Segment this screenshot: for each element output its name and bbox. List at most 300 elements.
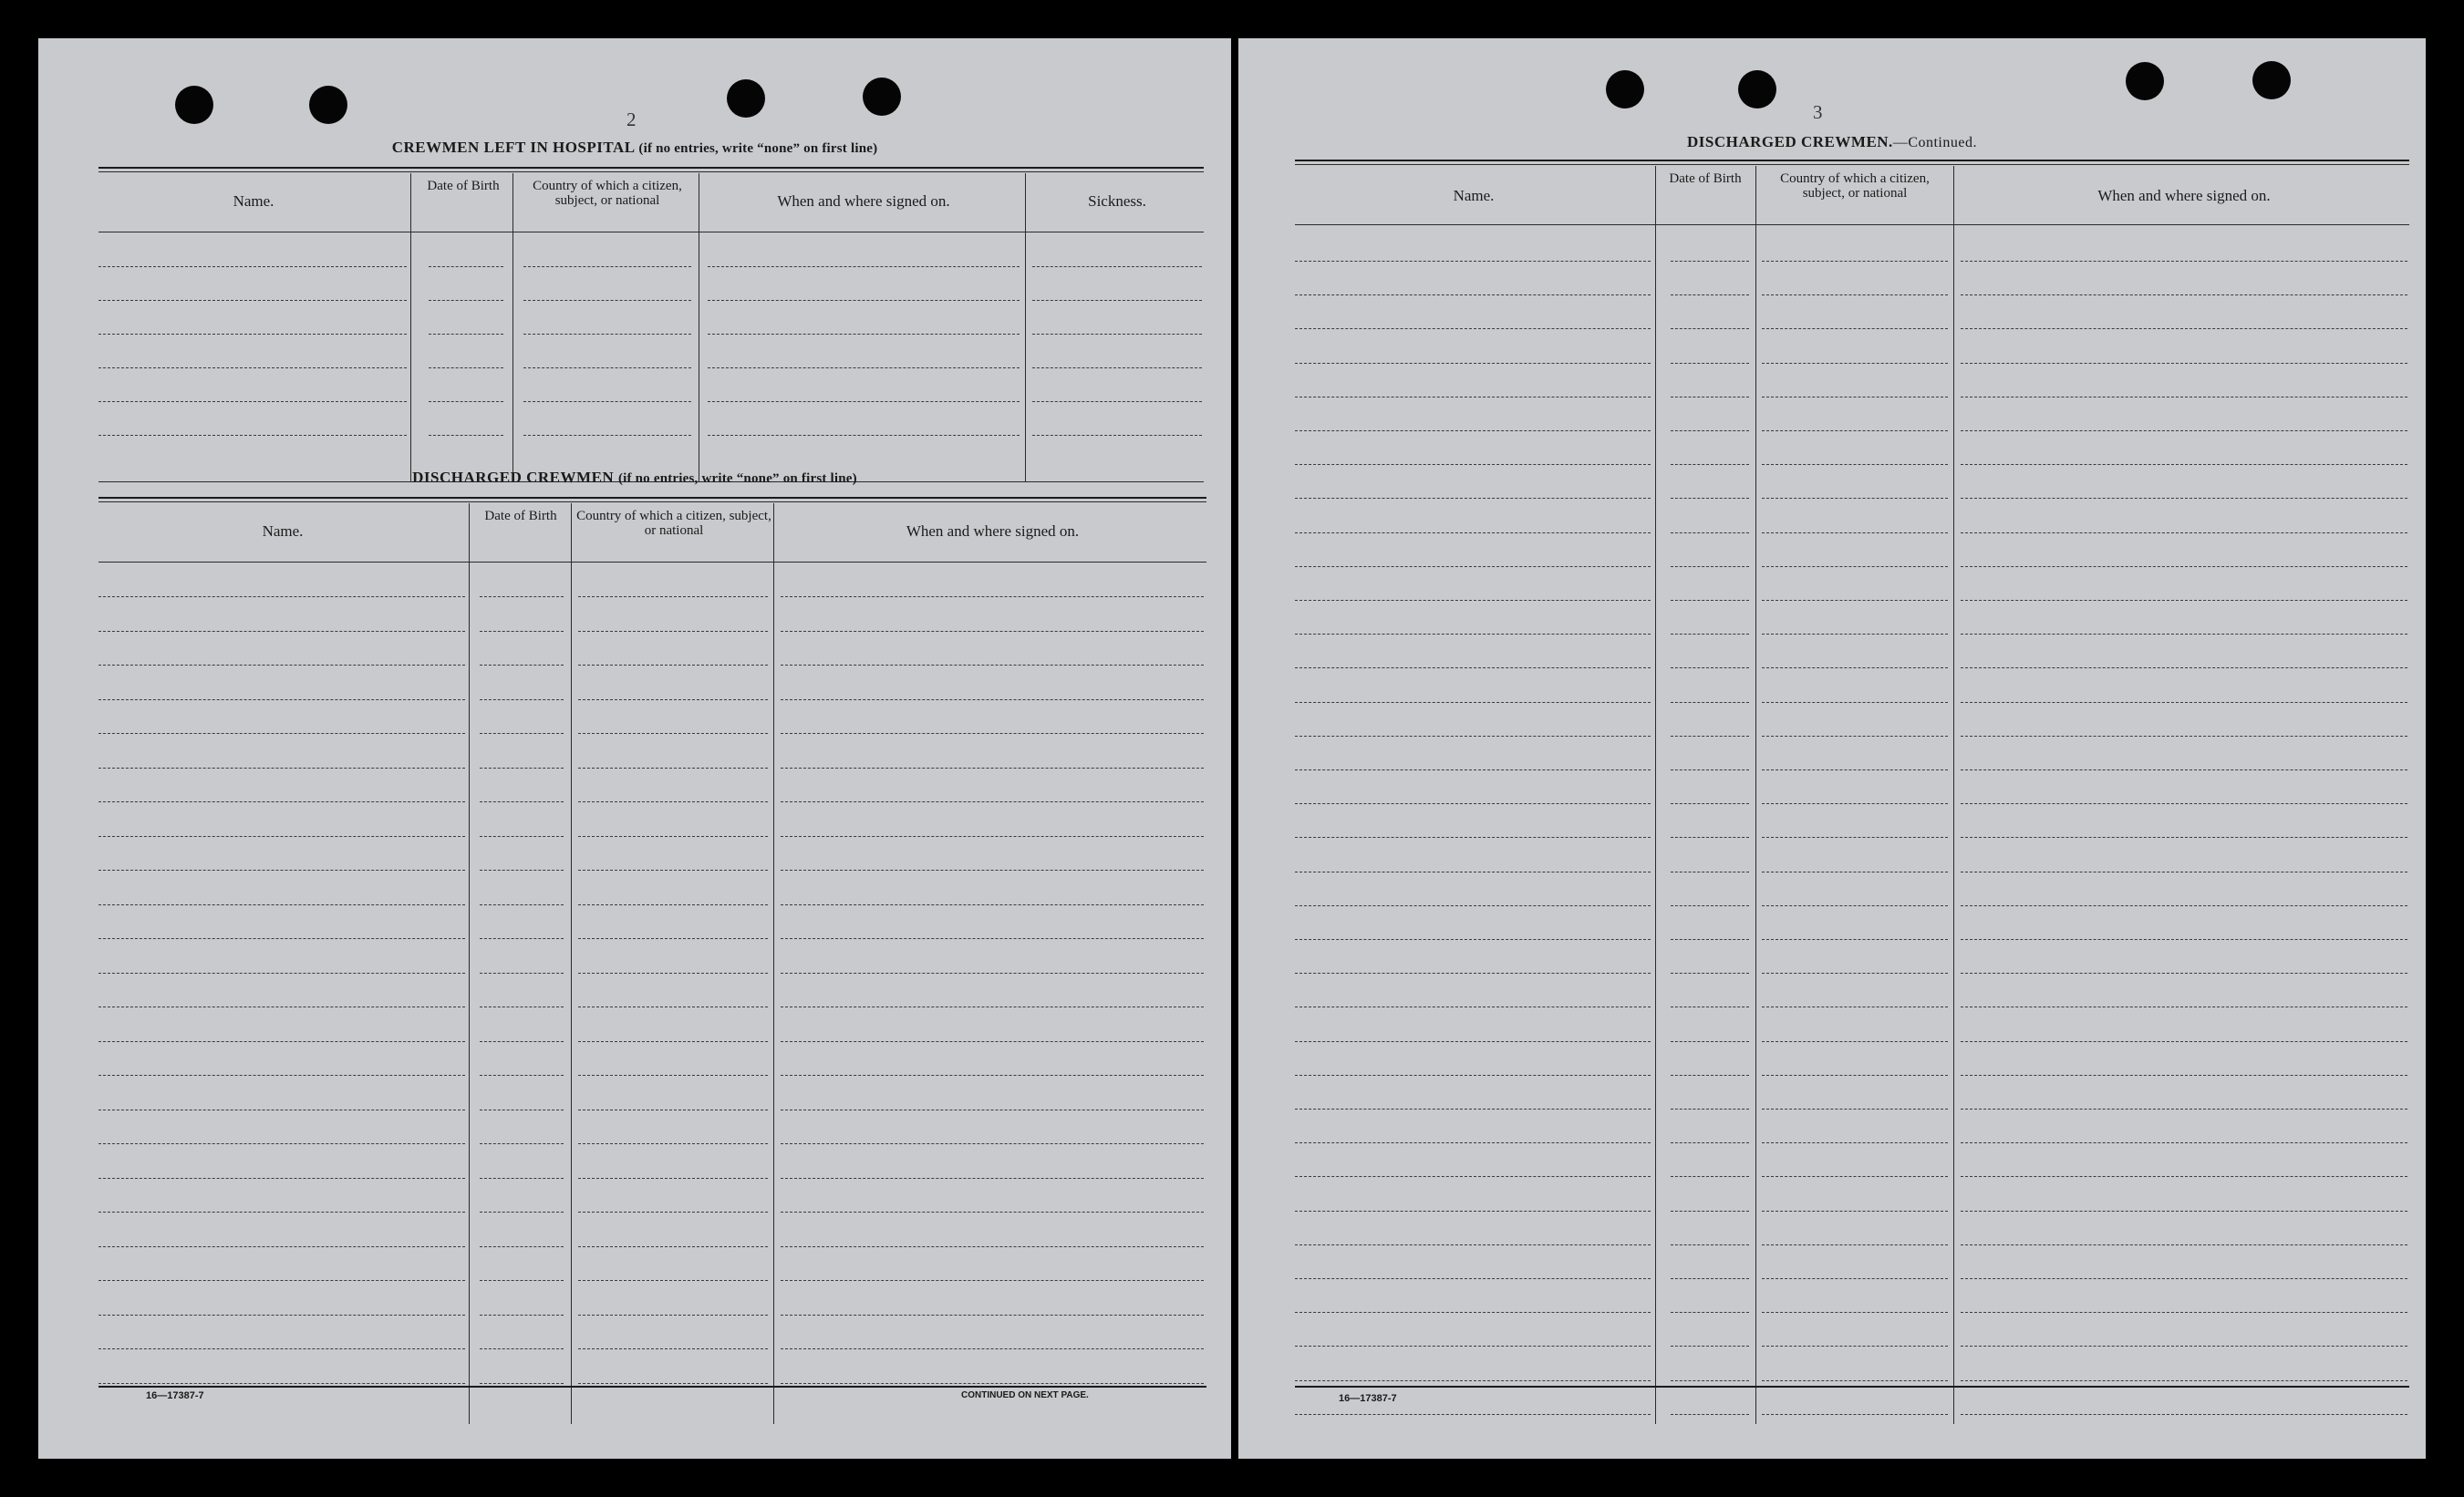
form-row-line [98, 904, 465, 905]
form-row-line [98, 1348, 465, 1349]
form-row-line [1671, 261, 1749, 262]
form-row-line [480, 733, 564, 734]
form-row-line [1295, 532, 1651, 533]
form-row-line [98, 367, 407, 368]
form-row-line [98, 1280, 465, 1281]
form-row-line [1295, 566, 1651, 567]
form-row-line [1961, 328, 2407, 329]
form-row-line [480, 1212, 564, 1213]
form-row-line [98, 938, 465, 939]
form-row-line [98, 1143, 465, 1144]
punch-hole [175, 86, 213, 124]
col-divider [410, 173, 411, 481]
form-row-line [1762, 532, 1948, 533]
form-row-line [1671, 430, 1749, 431]
form-row-line [1961, 1109, 2407, 1110]
form-row-line [429, 334, 503, 335]
form-row-line [781, 768, 1204, 769]
form-row-line [1671, 294, 1749, 295]
form-row-line [1671, 1244, 1749, 1245]
form-row-line [1671, 363, 1749, 364]
form-row-line [781, 1315, 1204, 1316]
form-row-line [1295, 1142, 1651, 1143]
form-row-line [781, 631, 1204, 632]
form-row-line [578, 1178, 768, 1179]
form-row-line [1762, 566, 1948, 567]
form-row-line [578, 1212, 768, 1213]
form-row-line [429, 367, 503, 368]
form-row-line [98, 1041, 465, 1042]
form-row-line [98, 1212, 465, 1213]
form-row-line [1295, 736, 1651, 737]
form-row-line [480, 973, 564, 974]
form-row-line [1762, 1244, 1948, 1245]
table-bottom-rule [98, 1386, 1206, 1388]
form-row-line [1295, 1278, 1651, 1279]
form-row-line [1762, 600, 1948, 601]
form-row-line [429, 300, 503, 301]
col-header-dob: Date of Birth [1669, 171, 1742, 186]
form-row-line [98, 768, 465, 769]
form-row-line [578, 1348, 768, 1349]
form-row-line [1671, 600, 1749, 601]
form-row-line [1032, 435, 1202, 436]
table-rule [98, 171, 1204, 172]
form-row-line [1032, 401, 1202, 402]
hospital-instruction: (if no entries, write “none” on first line) [638, 141, 878, 156]
form-row-line [1762, 736, 1948, 737]
form-row-line [480, 1383, 564, 1384]
form-row-line [1961, 667, 2407, 668]
form-row-line [98, 699, 465, 700]
form-row-line [98, 1383, 465, 1384]
form-row-line [98, 300, 407, 301]
form-row-line [578, 1143, 768, 1144]
form-row-line [1762, 1211, 1948, 1212]
form-row-line [1671, 498, 1749, 499]
form-row-line [578, 836, 768, 837]
footer-form-code: 16—17387-7 [1339, 1393, 1397, 1404]
punch-hole [2126, 62, 2164, 100]
col-divider [469, 503, 470, 1424]
form-row-line [480, 699, 564, 700]
form-row-line [1961, 1176, 2407, 1177]
form-row-line [781, 1348, 1204, 1349]
form-row-line [781, 1246, 1204, 1247]
col-header-name: Name. [1453, 187, 1495, 204]
form-row-line [1671, 1278, 1749, 1279]
form-row-line [480, 938, 564, 939]
form-row-line [578, 631, 768, 632]
form-row-line [1961, 634, 2407, 635]
col-divider [773, 503, 774, 1424]
form-row-line [1961, 532, 2407, 533]
form-row-line [1295, 1041, 1651, 1042]
punch-hole [2252, 61, 2291, 99]
form-row-line [1671, 905, 1749, 906]
form-row-line [1671, 667, 1749, 668]
form-row-line [578, 733, 768, 734]
table-rule [1295, 164, 2409, 165]
form-row-line [1295, 328, 1651, 329]
form-row-line [578, 1315, 768, 1316]
form-row-line [781, 1075, 1204, 1076]
form-row-line [1961, 1041, 2407, 1042]
form-row-line [480, 1075, 564, 1076]
form-row-line [480, 596, 564, 597]
form-row-line [480, 801, 564, 802]
form-row-line [480, 631, 564, 632]
col-divider [1655, 166, 1656, 1424]
punch-hole [309, 86, 347, 124]
col-header-dob: Date of Birth [484, 509, 557, 523]
col-divider [1025, 173, 1026, 481]
form-row-line [1295, 464, 1651, 465]
table-rule [98, 497, 1206, 499]
continued-label: —Continued. [1892, 135, 1977, 150]
form-row-line [1961, 702, 2407, 703]
form-row-line [1671, 1176, 1749, 1177]
form-row-line [1671, 1041, 1749, 1042]
form-row-line [480, 836, 564, 837]
footer-form-code: 16—17387-7 [146, 1390, 204, 1401]
form-row-line [1295, 1346, 1651, 1347]
form-row-line [1762, 363, 1948, 364]
form-row-line [1295, 1380, 1651, 1381]
form-row-line [98, 596, 465, 597]
form-row-line [781, 1280, 1204, 1281]
form-row-line [1961, 1211, 2407, 1212]
form-row-line [480, 1041, 564, 1042]
form-row-line [523, 300, 691, 301]
col-header-country: Country of which a citizen, subject, or national [576, 509, 771, 538]
form-row-line [1295, 498, 1651, 499]
form-row-line [429, 401, 503, 402]
form-row-line [98, 870, 465, 871]
form-row-line [1961, 1346, 2407, 1347]
form-row-line [1961, 1380, 2407, 1381]
form-row-line [1961, 1142, 2407, 1143]
form-row-line [523, 334, 691, 335]
form-row-line [98, 1315, 465, 1316]
form-row-line [1295, 702, 1651, 703]
form-row-line [1961, 498, 2407, 499]
form-row-line [1671, 769, 1749, 770]
form-row-line [1671, 803, 1749, 804]
form-row-line [708, 367, 1020, 368]
form-row-line [1961, 1312, 2407, 1313]
col-header-dob: Date of Birth [427, 179, 500, 193]
form-row-line [1762, 905, 1948, 906]
form-row-line [578, 596, 768, 597]
form-row-line [1961, 769, 2407, 770]
form-row-line [781, 870, 1204, 871]
form-row-line [480, 1246, 564, 1247]
form-row-line [1671, 1346, 1749, 1347]
form-row-line [1762, 1142, 1948, 1143]
form-row-line [1762, 1414, 1948, 1415]
form-row-line [578, 870, 768, 871]
form-row-line [1295, 1211, 1651, 1212]
form-row-line [1762, 973, 1948, 974]
form-row-line [429, 266, 503, 267]
punch-hole [727, 79, 765, 118]
form-row-line [1295, 600, 1651, 601]
form-row-line [1961, 464, 2407, 465]
form-row-line [1295, 294, 1651, 295]
form-row-line [98, 1246, 465, 1247]
col-header-country: Country of which a citizen, subject, or national [1780, 171, 1930, 201]
form-row-line [1762, 1109, 1948, 1110]
form-row-line [1671, 532, 1749, 533]
punch-hole [1738, 70, 1776, 108]
form-row-line [1671, 1380, 1749, 1381]
form-row-line [1295, 939, 1651, 940]
form-row-line [1295, 1244, 1651, 1245]
form-row-line [578, 938, 768, 939]
table-rule [98, 167, 1204, 169]
form-row-line [98, 1178, 465, 1179]
form-row-line [708, 334, 1020, 335]
form-row-line [708, 300, 1020, 301]
form-row-line [1671, 1414, 1749, 1415]
form-row-line [1295, 803, 1651, 804]
col-divider [1953, 166, 1954, 1424]
form-row-line [523, 401, 691, 402]
form-row-line [1961, 973, 2407, 974]
col-divider [571, 503, 572, 1424]
form-row-line [1295, 1176, 1651, 1177]
form-row-line [1762, 498, 1948, 499]
form-row-line [480, 665, 564, 666]
form-row-line [480, 1280, 564, 1281]
form-row-line [1671, 1142, 1749, 1143]
form-row-line [781, 836, 1204, 837]
form-row-line [1762, 667, 1948, 668]
left-page [38, 38, 1231, 1459]
form-row-line [1295, 1109, 1651, 1110]
form-row-line [1295, 837, 1651, 838]
col-divider [512, 173, 513, 481]
form-row-line [781, 1212, 1204, 1213]
discharged-title-text: DISCHARGED CREWMEN [412, 469, 615, 486]
col-header-signed: When and where signed on. [906, 522, 1080, 540]
form-row-line [1671, 1109, 1749, 1110]
hospital-title-text: CREWMEN LEFT IN HOSPITAL [391, 139, 635, 156]
form-row-line [1762, 939, 1948, 940]
form-row-line [578, 973, 768, 974]
form-row-line [578, 665, 768, 666]
form-row-line [1762, 430, 1948, 431]
form-row-line [708, 435, 1020, 436]
form-row-line [1671, 973, 1749, 974]
table-bottom-rule [1295, 1386, 2409, 1388]
form-row-line [523, 367, 691, 368]
form-row-line [1671, 328, 1749, 329]
form-row-line [1032, 300, 1202, 301]
form-row-line [578, 1075, 768, 1076]
form-row-line [1671, 634, 1749, 635]
form-row-line [1671, 566, 1749, 567]
form-row-line [98, 266, 407, 267]
form-row-line [429, 435, 503, 436]
form-row-line [1295, 363, 1651, 364]
discharged-continued-title [1238, 133, 2426, 151]
form-row-line [1762, 1041, 1948, 1042]
form-row-line [1295, 973, 1651, 974]
form-row-line [98, 973, 465, 974]
form-row-line [578, 768, 768, 769]
form-row-line [480, 1178, 564, 1179]
form-row-line [98, 836, 465, 837]
col-header-name: Name. [262, 522, 304, 540]
form-row-line [1961, 736, 2407, 737]
form-row-line [1762, 1278, 1948, 1279]
form-row-line [781, 801, 1204, 802]
form-row-line [781, 938, 1204, 939]
form-row-line [1762, 294, 1948, 295]
form-row-line [1762, 1075, 1948, 1076]
form-row-line [1671, 939, 1749, 940]
form-row-line [480, 768, 564, 769]
form-row-line [1671, 736, 1749, 737]
form-row-line [1961, 1414, 2407, 1415]
col-header-sickness: Sickness. [1088, 192, 1146, 210]
form-row-line [781, 1383, 1204, 1384]
form-row-line [480, 1143, 564, 1144]
form-row-line [98, 665, 465, 666]
table-rule [98, 501, 1206, 502]
form-row-line [98, 1075, 465, 1076]
form-row-line [708, 266, 1020, 267]
discharged-instruction: (if no entries, write “none” on first line) [617, 471, 857, 486]
form-row-line [578, 904, 768, 905]
right-page [1238, 38, 2426, 1459]
form-row-line [1961, 1278, 2407, 1279]
form-row-line [1032, 367, 1202, 368]
form-row-line [1961, 837, 2407, 838]
discharged-title-text: DISCHARGED CREWMEN. [1687, 133, 1893, 150]
form-row-line [98, 401, 407, 402]
form-row-line [578, 801, 768, 802]
form-row-line [1671, 1312, 1749, 1313]
form-row-line [1762, 1346, 1948, 1347]
form-row-line [781, 699, 1204, 700]
form-row-line [578, 1280, 768, 1281]
form-row-line [1295, 634, 1651, 635]
form-row-line [1961, 1244, 2407, 1245]
form-row-line [1671, 702, 1749, 703]
form-row-line [578, 1041, 768, 1042]
form-row-line [1961, 261, 2407, 262]
form-row-line [781, 1143, 1204, 1144]
form-row-line [1295, 430, 1651, 431]
form-row-line [781, 973, 1204, 974]
punch-hole [863, 77, 901, 116]
form-row-line [781, 733, 1204, 734]
form-row-line [781, 904, 1204, 905]
form-row-line [1295, 1414, 1651, 1415]
header-rule [98, 562, 1206, 563]
form-row-line [98, 631, 465, 632]
form-row-line [781, 596, 1204, 597]
form-row-line [1961, 566, 2407, 567]
form-row-line [1295, 905, 1651, 906]
form-row-line [781, 1041, 1204, 1042]
form-row-line [1961, 363, 2407, 364]
form-row-line [1961, 294, 2407, 295]
form-row-line [1762, 1176, 1948, 1177]
form-row-line [578, 1246, 768, 1247]
form-row-line [1032, 266, 1202, 267]
form-row-line [480, 870, 564, 871]
form-row-line [1295, 1075, 1651, 1076]
form-row-line [480, 1315, 564, 1316]
col-header-name: Name. [233, 192, 274, 210]
form-row-line [480, 904, 564, 905]
table-rule [1295, 160, 2409, 161]
hospital-section-title [38, 139, 1231, 157]
form-row-line [98, 733, 465, 734]
form-row-line [1762, 803, 1948, 804]
form-row-line [98, 801, 465, 802]
form-row-line [708, 401, 1020, 402]
form-row-line [1762, 328, 1948, 329]
form-row-line [781, 665, 1204, 666]
form-row-line [523, 435, 691, 436]
page-number: 3 [1813, 101, 1823, 123]
form-row-line [1762, 1380, 1948, 1381]
form-row-line [1961, 430, 2407, 431]
form-row-line [1295, 769, 1651, 770]
form-row-line [1762, 702, 1948, 703]
form-row-line [1295, 1312, 1651, 1313]
page-number: 2 [626, 108, 637, 130]
form-row-line [1671, 1075, 1749, 1076]
form-row-line [1032, 334, 1202, 335]
form-row-line [1961, 803, 2407, 804]
form-row-line [578, 699, 768, 700]
form-row-line [1961, 1075, 2407, 1076]
form-row-line [1762, 837, 1948, 838]
form-row-line [1762, 769, 1948, 770]
form-row-line [1295, 261, 1651, 262]
col-header-signed: When and where signed on. [777, 192, 950, 210]
form-row-line [1762, 634, 1948, 635]
form-row-line [1961, 600, 2407, 601]
col-header-country: Country of which a citizen, subject, or national [533, 179, 682, 208]
form-row-line [1295, 667, 1651, 668]
form-row-line [781, 1178, 1204, 1179]
col-divider [1755, 166, 1756, 1424]
punch-hole [1606, 70, 1644, 108]
form-row-line [1671, 464, 1749, 465]
col-header-signed: When and where signed on. [2097, 187, 2271, 204]
form-row-line [1961, 939, 2407, 940]
form-row-line [578, 1383, 768, 1384]
discharged-section-title [38, 469, 1231, 487]
form-row-line [1671, 1211, 1749, 1212]
form-row-line [480, 1348, 564, 1349]
form-row-line [523, 266, 691, 267]
form-row-line [98, 334, 407, 335]
form-row-line [1762, 1312, 1948, 1313]
form-row-line [1762, 464, 1948, 465]
form-row-line [1671, 837, 1749, 838]
header-rule [1295, 224, 2409, 225]
form-row-line [98, 435, 407, 436]
footer-continued: CONTINUED ON NEXT PAGE. [961, 1390, 1089, 1400]
